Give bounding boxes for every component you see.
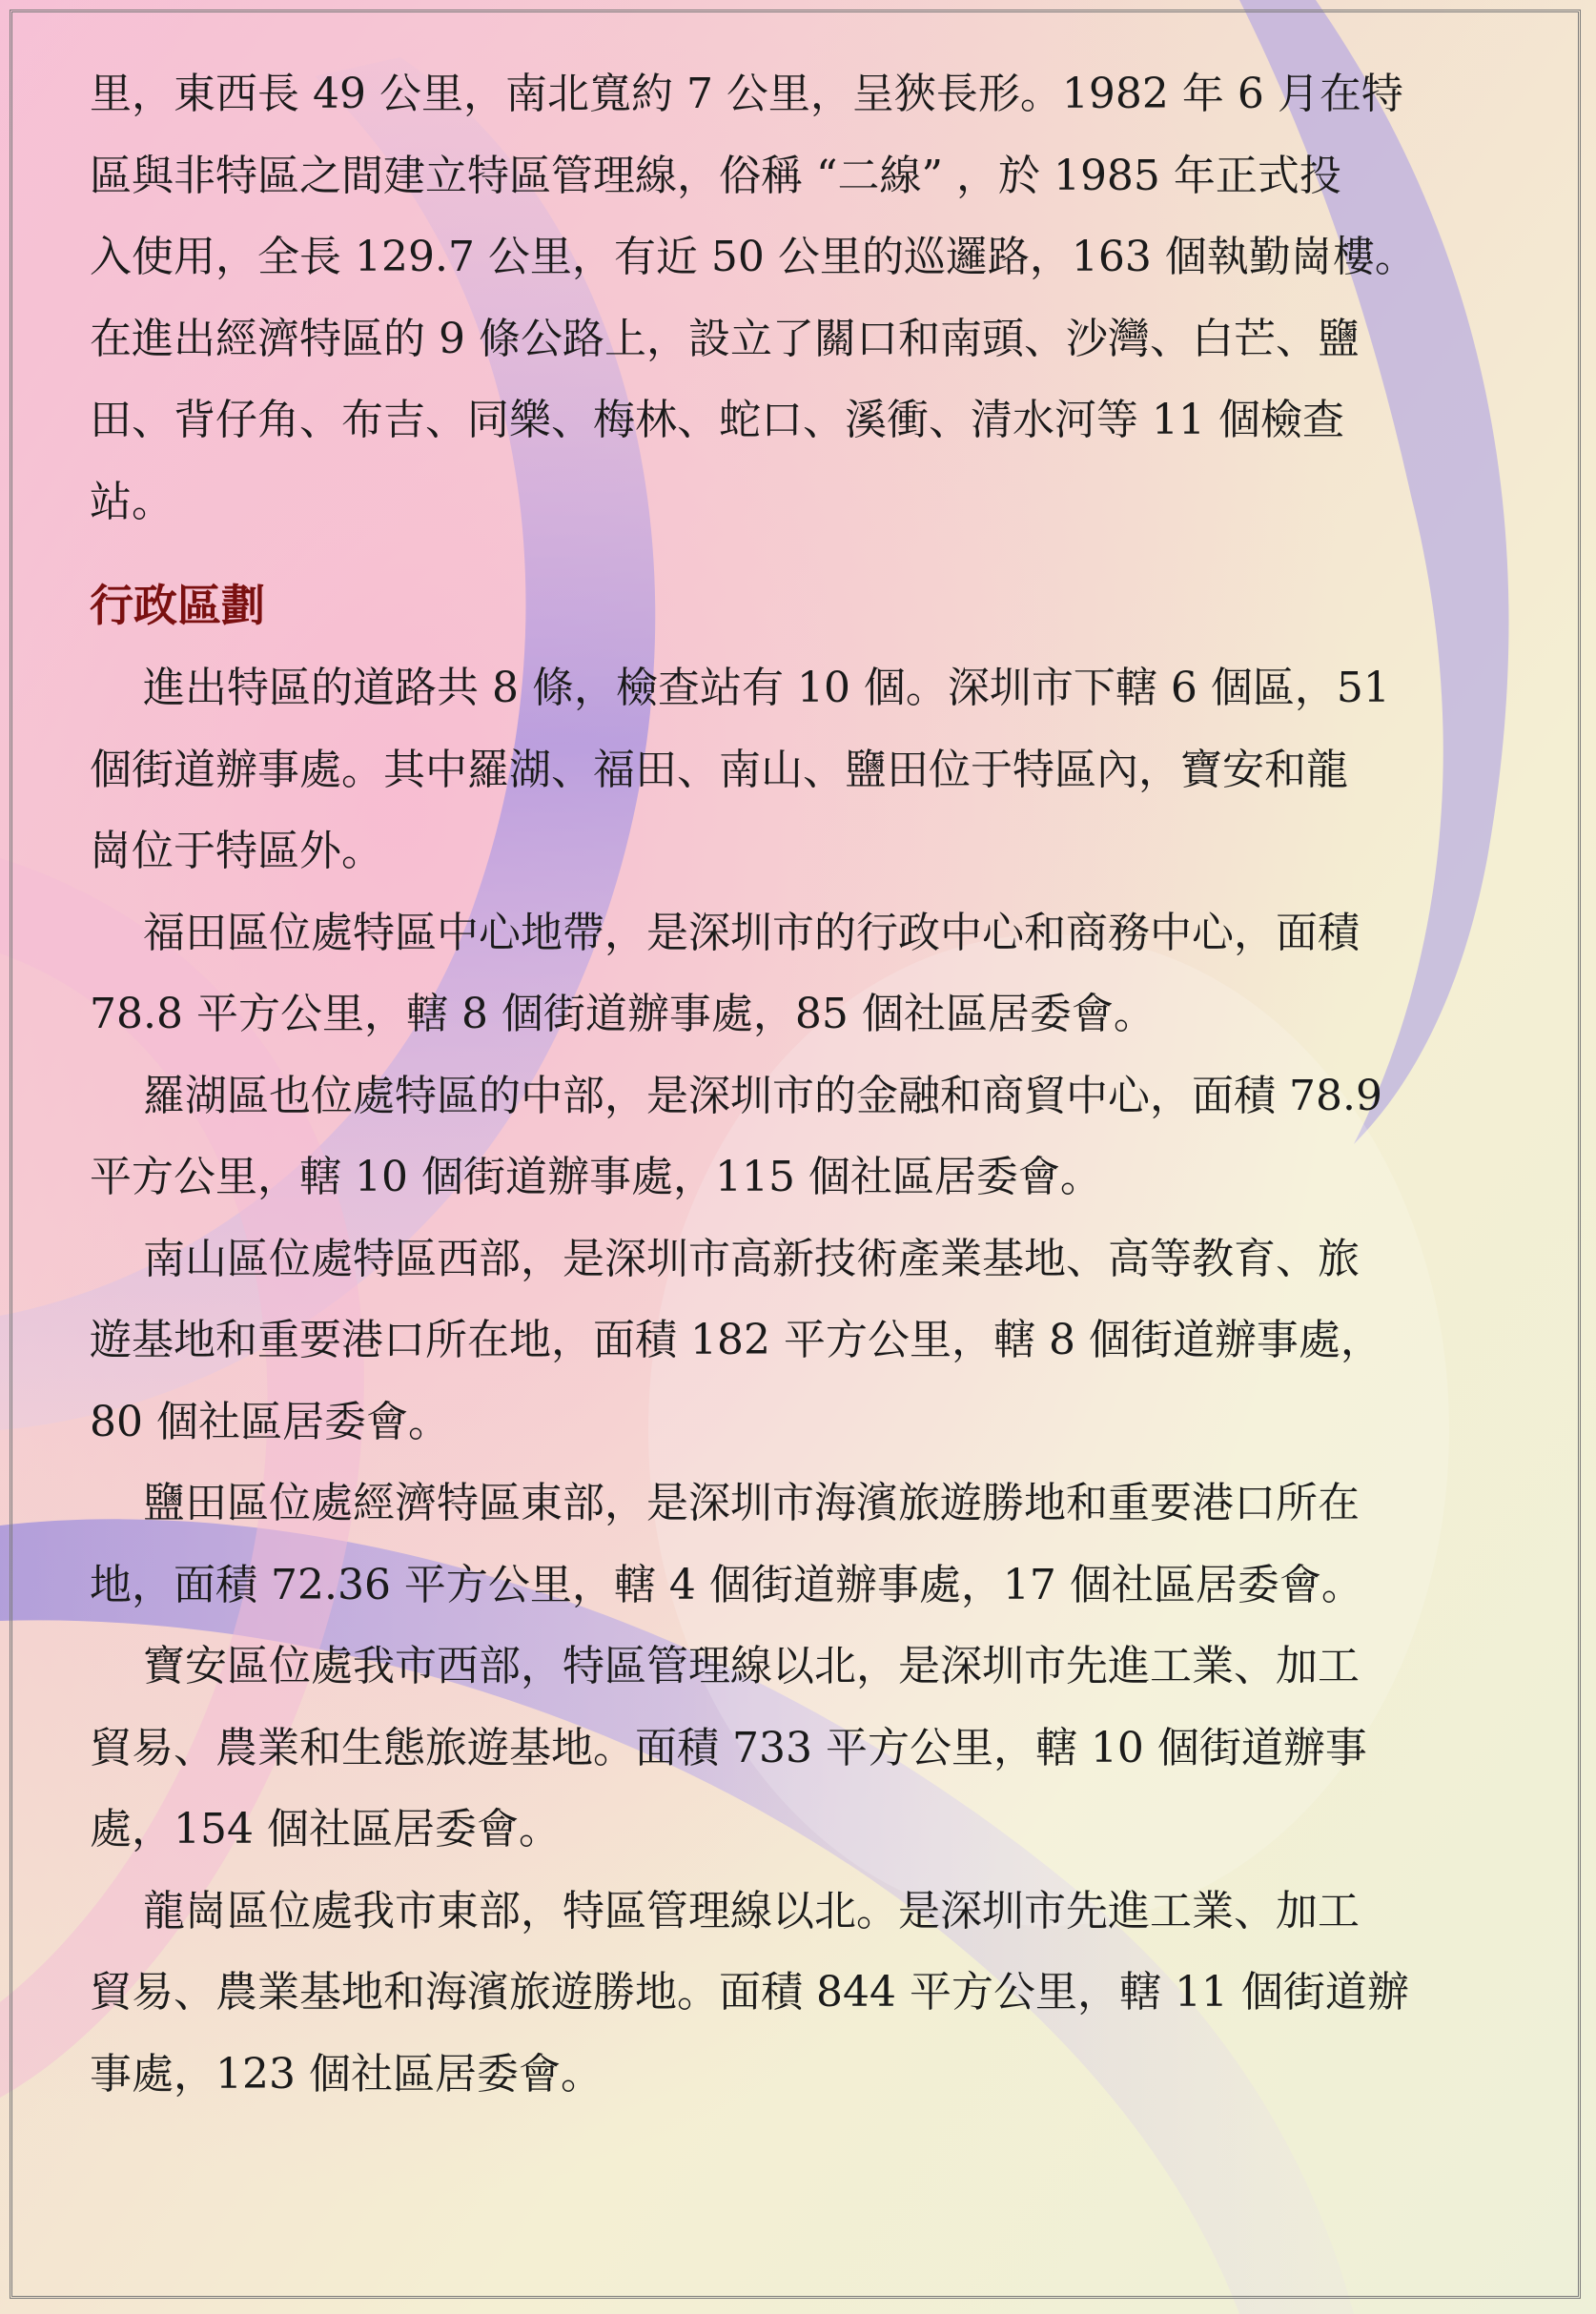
text-line: 入使用，全長 129.7 公里，有近 50 公里的巡邏路，163 個執勤崗樓。 [90,233,1417,281]
paragraph-yantian [90,1463,1520,1626]
paragraph-baoan [90,1626,1520,1871]
intro-paragraph [90,53,1520,543]
text-line: 南山區位處特區西部，是深圳市高新技術產業基地、高等教育、旅 [143,1234,1360,1283]
text-line: 區與非特區之間建立特區管理線，俗稱 “二線” ，於 1985 年正式投 [90,151,1341,200]
paragraph-futian [90,892,1520,1055]
text-line: 80 個社區居委會。 [90,1397,450,1446]
paragraph-longgang [90,1871,1520,2116]
text-line: 個街道辦事處。其中羅湖、福田、南山、鹽田位于特區內，寶安和龍 [90,745,1348,794]
text-line: 貿易、農業和生態旅遊基地。面積 733 平方公里，轄 10 個街道辦事 [90,1723,1367,1772]
text-line: 處，154 個社區居委會。 [90,1805,561,1853]
text-line: 寶安區位處我市西部，特區管理線以北，是深圳市先進工業、加工 [143,1642,1360,1690]
text-line: 鹽田區位處經濟特區東部，是深圳市海濱旅遊勝地和重要港口所在 [143,1479,1360,1527]
section-heading: 行政區劃 [90,580,265,631]
text-line: 在進出經濟特區的 9 條公路上，設立了關口和南頭、沙灣、白芒、鹽 [90,314,1360,363]
text-line: 遊基地和重要港口所在地，面積 182 平方公里，轄 8 個街道辦事處， [90,1316,1382,1364]
paragraph-overview [90,647,1520,892]
document-body [90,53,1520,2115]
text-line: 田、背仔角、布吉、同樂、梅林、蛇口、溪衝、清水河等 11 個檢查 [90,396,1344,444]
text-line: 78.8 平方公里，轄 8 個街道辦事處，85 個社區居委會。 [90,990,1156,1038]
text-line: 進出特區的道路共 8 條，檢查站有 10 個。深圳市下轄 6 個區，51 [143,664,1390,712]
text-line: 站。 [90,477,174,526]
text-line: 地，面積 72.36 平方公里，轄 4 個街道辦事處，17 個社區居委會。 [90,1560,1363,1609]
paragraph-luohu [90,1055,1520,1218]
text-line: 羅湖區也位處特區的中部，是深圳市的金融和商貿中心，面積 78.9 [143,1071,1382,1120]
text-line: 福田區位處特區中心地帶，是深圳市的行政中心和商務中心，面積 [143,908,1360,957]
text-line: 平方公里，轄 10 個街道辦事處，115 個社區居委會。 [90,1153,1102,1201]
text-line: 龍崗區位處我市東部，特區管理線以北。是深圳市先進工業、加工 [143,1886,1360,1935]
text-line: 里，東西長 49 公里，南北寬約 7 公里，呈狹長形。1982 年 6 月在特 [90,70,1403,118]
text-line: 事處，123 個社區居委會。 [90,2049,603,2099]
text-line: 貿易、農業基地和海濱旅遊勝地。面積 844 平方公里，轄 11 個街道辦 [90,1968,1409,2017]
text-line: 崗位于特區外。 [90,827,383,875]
paragraph-nanshan [90,1218,1520,1464]
